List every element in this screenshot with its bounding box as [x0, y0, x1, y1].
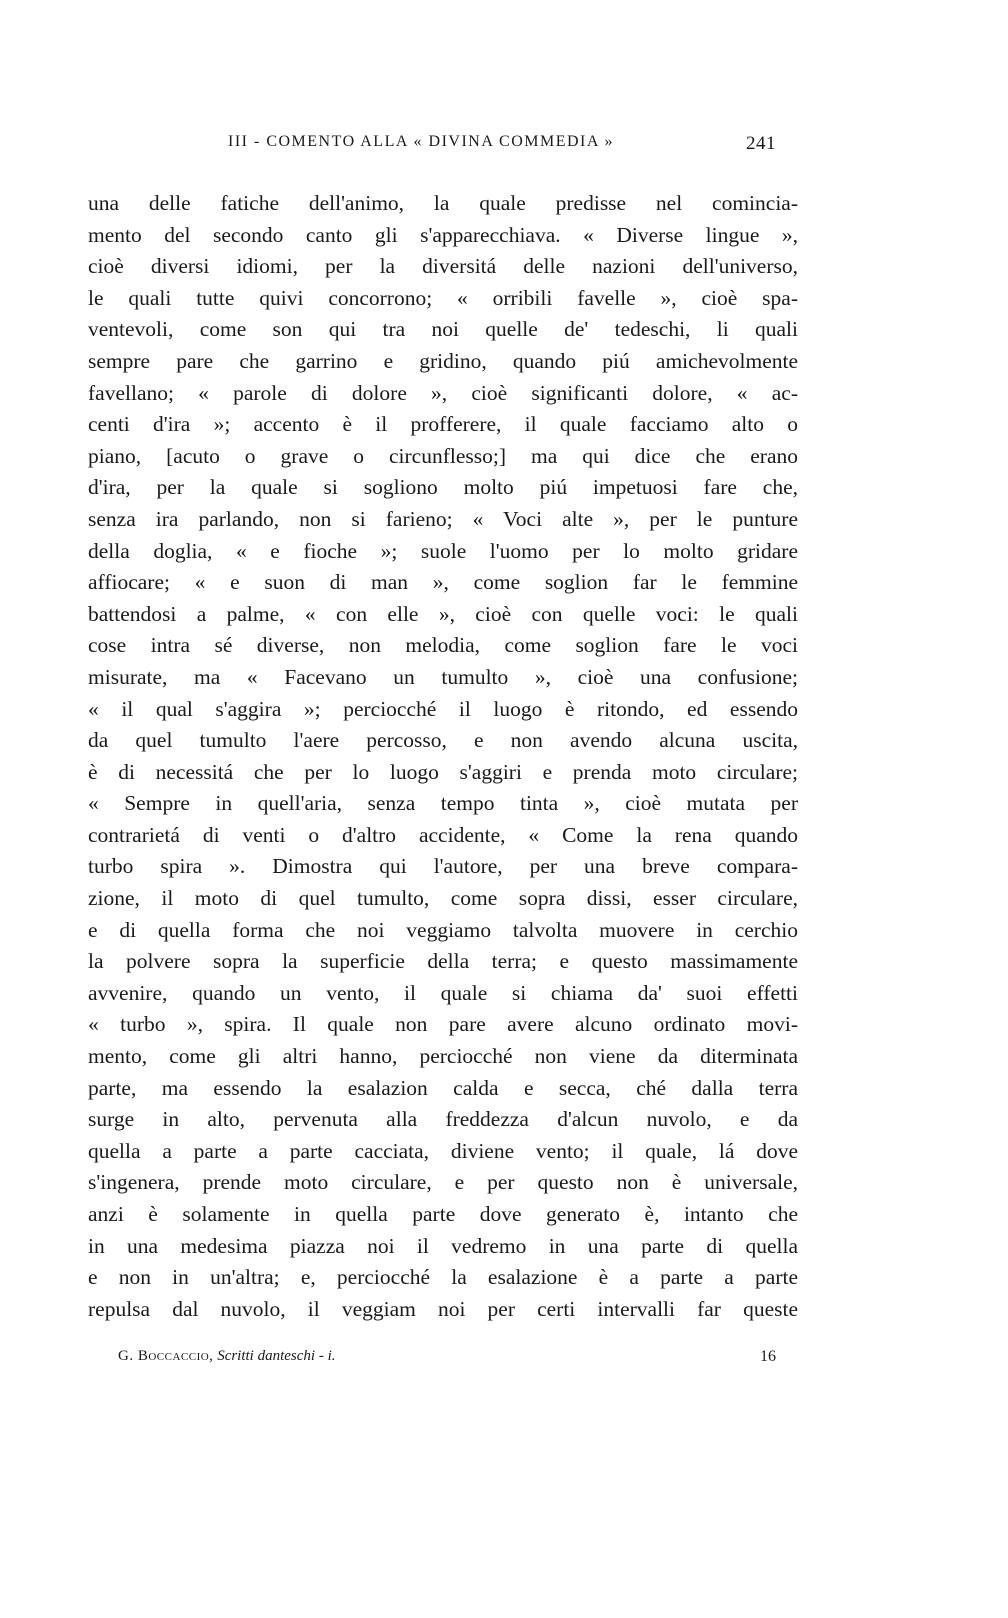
text-line: una delle fatiche dell'animo, la quale predisse nel comincia- — [88, 191, 798, 215]
text-line: in una medesima piazza noi il vedremo in una parte di quella — [88, 1233, 798, 1258]
text-line: senza ira parlando, non si farieno; « Voci alte », per le punture — [88, 506, 798, 531]
text-line: quella a parte a parte cacciata, diviene vento; il quale, lá dove — [88, 1138, 798, 1163]
text-line: mento del secondo canto gli s'apparecchiava. « Diverse lingue », — [88, 222, 798, 247]
text-line: avvenire, quando un vento, il quale si chiama da' suoi effetti — [88, 980, 798, 1005]
footer — [118, 1348, 798, 1372]
text-line: favellano; « parole di dolore », cioè significanti dolore, « ac- — [88, 380, 798, 405]
text-line: parte, ma essendo la esalazion calda e secca, ché dalla terra — [88, 1075, 798, 1100]
text-line: cioè diversi idiomi, per la diversitá delle nazioni dell'universo, — [88, 254, 798, 279]
text-line: della doglia, « e fioche »; suole l'uomo per lo molto gridare — [88, 538, 798, 563]
text-line: battendosi a palme, « con elle », cioè con quelle voci: le quali — [88, 601, 798, 626]
text-line: piano, [acuto o grave o circunflesso;] ma qui dice che erano — [88, 443, 798, 468]
text-line: cose intra sé diverse, non melodia, come soglion fare le voci — [88, 633, 798, 658]
text-line: « Sempre in quell'aria, senza tempo tinta », cioè mutata per — [88, 791, 798, 816]
text-line: zione, il moto di quel tumulto, come sopra dissi, esser circulare, — [88, 886, 798, 911]
text-line: sempre pare che garrino e gridino, quando piú amichevolmente — [88, 348, 798, 373]
text-line: repulsa dal nuvolo, il veggiam noi per certi intervalli far queste — [88, 1296, 798, 1321]
text-line: « il qual s'aggira »; perciocché il luogo è ritondo, ed essendo — [88, 696, 798, 721]
text-line: surge in alto, pervenuta alla freddezza d'alcun nuvolo, e da — [88, 1107, 798, 1132]
text-line: da quel tumulto l'aere percosso, e non avendo alcuna uscita, — [88, 728, 798, 753]
running-title: III - COMENTO ALLA « DIVINA COMMEDIA » — [228, 133, 615, 150]
text-line: e non in un'altra; e, perciocché la esalazione è a parte a parte — [88, 1265, 798, 1290]
text-line: anzi è solamente in quella parte dove generato è, intanto che — [88, 1202, 798, 1226]
text-line: ventevoli, come son qui tra noi quelle de' tedeschi, li quali — [88, 317, 798, 342]
text-line: la polvere sopra la superficie della terra; e questo massimamente — [88, 949, 798, 974]
text-line: misurate, ma « Facevano un tumulto », cioè una confusione; — [88, 664, 798, 689]
footer-author: G. Boccaccio, — [118, 1348, 214, 1364]
text-line: contrarietá di venti o d'altro accidente, « Come la rena quando — [88, 822, 798, 847]
signature-mark: 16 — [760, 1348, 776, 1365]
body-text — [88, 188, 798, 1325]
footer-work-title: Scritti danteschi - i. — [217, 1348, 336, 1364]
text-line: turbo spira ». Dimostra qui l'autore, per una breve compara- — [88, 854, 798, 879]
text-line: d'ira, per la quale si sogliono molto piú impetuosi fare che, — [88, 475, 798, 500]
text-line: s'ingenera, prende moto circulare, e per questo non è universale, — [88, 1170, 798, 1195]
text-line: centi d'ira »; accento è il profferere, il quale facciamo alto o — [88, 412, 798, 437]
text-line: affiocare; « e suon di man », come soglion far le femmine — [88, 570, 798, 595]
text-line: è di necessitá che per lo luogo s'aggiri e prenda moto circulare; — [88, 759, 798, 784]
text-line: e di quella forma che noi veggiamo talvolta muovere in cerchio — [88, 917, 798, 942]
text-line: mento, come gli altri hanno, perciocché non viene da diterminata — [88, 1044, 798, 1069]
text-line: le quali tutte quivi concorrono; « orribili favelle », cioè spa- — [88, 285, 798, 310]
page-number: 241 — [746, 133, 776, 154]
running-header — [88, 133, 798, 159]
text-line: « turbo », spira. Il quale non pare avere alcuno ordinato movi- — [88, 1012, 798, 1037]
